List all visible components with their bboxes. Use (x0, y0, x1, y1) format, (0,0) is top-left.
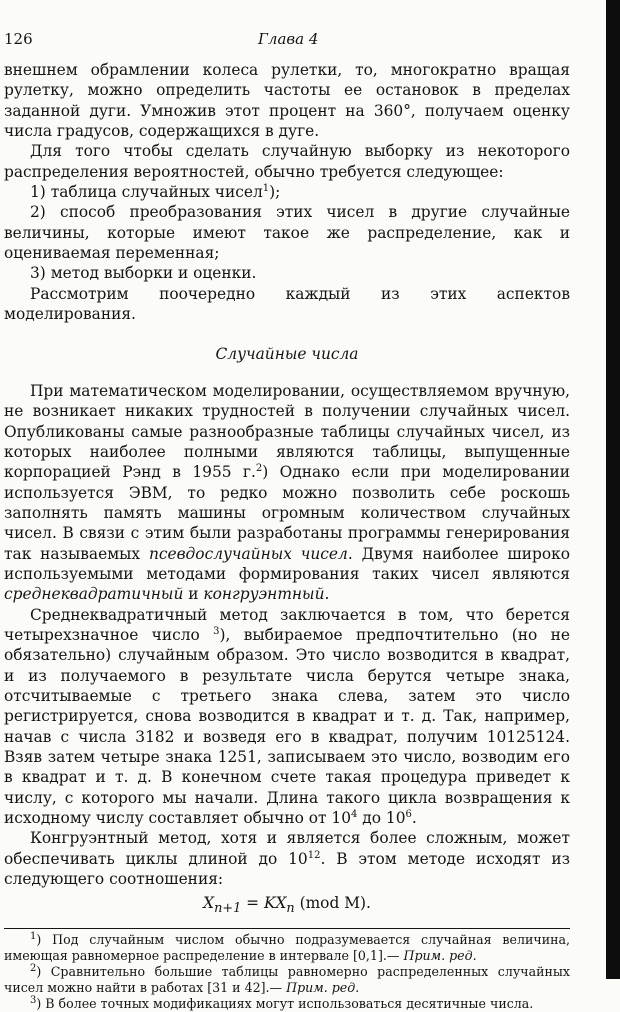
page-body (4, 60, 570, 1012)
text-run: Конгруэнтный метод, хотя и является более сложным, может обеспечивать циклы длиной до 10 (4, 829, 570, 868)
text-run: ) В более точных модификациях могут использоваться десятичные числа. (36, 995, 534, 1011)
list-item-1-text: 1) таблица случайных чисел (30, 183, 263, 202)
text-run: . В этом методе исходят из следующего соотношения: (4, 849, 570, 889)
paragraph-congruential (4, 828, 570, 889)
footnote-mark: 3 (30, 994, 37, 1006)
text-run: При математическом моделировании, осуществляемом вручную, не возникает никаких трудностей в получении случайных чисел. Опубликованы самые разнообразные таблицы случайных чисел, из которых наиболее полными являются таблицы, выпущенные корпорацией Рэнд в 1955 г. (4, 381, 570, 482)
paragraph-requirements: Для того чтобы сделать случайную выборку из некоторого распределения вероятностей, обычно требуется следующее: (4, 142, 570, 181)
editor-note: Прим. ред. (403, 947, 477, 963)
formula-rhs: = KX (241, 894, 287, 913)
paragraph-roulette: внешнем обрамлении колеса рулетки, то, многократно вращая рулетку, можно определить частоты ее остановок в пределах заданной дуги. Умножив этот процент на 360°, получаем оценку числа градусов, содержащихся в дуге. (4, 61, 570, 141)
footnotes (4, 928, 570, 1012)
text-run: . (411, 809, 417, 828)
text-run: . Двумя наиболее широко используемыми методами формирования таких чисел являются (4, 544, 570, 583)
footnote-ref-1: 1 (262, 182, 270, 194)
chapter-title: Глава 4 (258, 30, 319, 48)
formula-subscript: n+1 (214, 901, 242, 917)
page-number: 126 (4, 30, 33, 48)
formula-lhs: X (203, 894, 215, 913)
exponent: 6 (405, 808, 412, 820)
footnote-ref-2: 2 (255, 463, 263, 475)
footnote-2 (4, 964, 570, 996)
paragraph-aspects: Рассмотрим поочередно каждый из этих аспектов моделирования. (4, 284, 570, 324)
congruential-formula (4, 893, 570, 919)
formula-mod: (mod M). (294, 894, 371, 913)
running-header (0, 30, 596, 50)
paragraph-mid-square (4, 605, 570, 829)
term-congruential: конгруэнтный (203, 585, 325, 604)
text-run: до 10 (357, 809, 406, 828)
footnote-mark: 2 (30, 962, 37, 974)
footnote-3 (4, 996, 570, 1012)
list-item-2: 2) способ преобразования этих чисел в другие случайные величины, которые имеют такое же распределение, как и оцениваемая переменная; (4, 203, 570, 263)
list-item-1-tail: ); (269, 183, 281, 202)
list-item-1 (4, 182, 570, 202)
text-run: Среднеквадратичный метод заключается в том, что берется четырехзначное число (4, 605, 570, 644)
text-run: . (324, 585, 330, 604)
list-item-3: 3) метод выборки и оценки. (30, 264, 257, 283)
exponent: 12 (307, 849, 321, 861)
text-run: ) Сравнительно большие таблицы равномерно распределенных случайных чисел можно найти в работах [31 и 42].— (4, 963, 570, 995)
text-run: ) Под случайным числом обычно подразумевается случайная величина, имеющая равномерное распределение в интервале [0,1].— (4, 931, 570, 963)
section-title: Случайные числа (215, 345, 359, 364)
scanned-page-edge (606, 0, 620, 979)
footnote-mark: 1 (30, 930, 37, 942)
exponent: 4 (351, 808, 358, 820)
editor-note: Прим. ред. (286, 979, 360, 995)
text-run: ), выбираемое предпочтительно (но не обязательно) случайным образом. Это число возводится в квадрат, и из получаемого в результате числа берутся четыре знака, отсчитываемые с третьего знака слева, затем это число регистрируется, снова возводится в квадрат и т. д. Так, например, начав с числа 3182 и возведя его в квадрат, получим 10125124. Взяв затем четыре знака 1251, записываем это число, возводим его в квадрат и т. д. В конечном счете такая процедура приведет к числу, с которого мы начали. Длина такого цикла возвращения к исходному числу составляет обычно от 10 (4, 625, 570, 828)
term-pseudorandom: псевдослучайных чисел (148, 544, 348, 563)
text-run: ) Однако если при моделировании используется ЭВМ, то редко можно позволить себе роскошь заполнять память машины огромным количеством случайных чисел. В связи с этим были разработаны программы генерирования так называемых (4, 463, 570, 563)
term-mid-square: среднеквадратичный (4, 585, 184, 604)
footnote-1 (4, 932, 570, 964)
text-run: и (183, 585, 204, 604)
paragraph-random-numbers (4, 381, 570, 605)
footnote-ref-3: 3 (213, 625, 220, 637)
formula-subscript: n (286, 901, 295, 917)
